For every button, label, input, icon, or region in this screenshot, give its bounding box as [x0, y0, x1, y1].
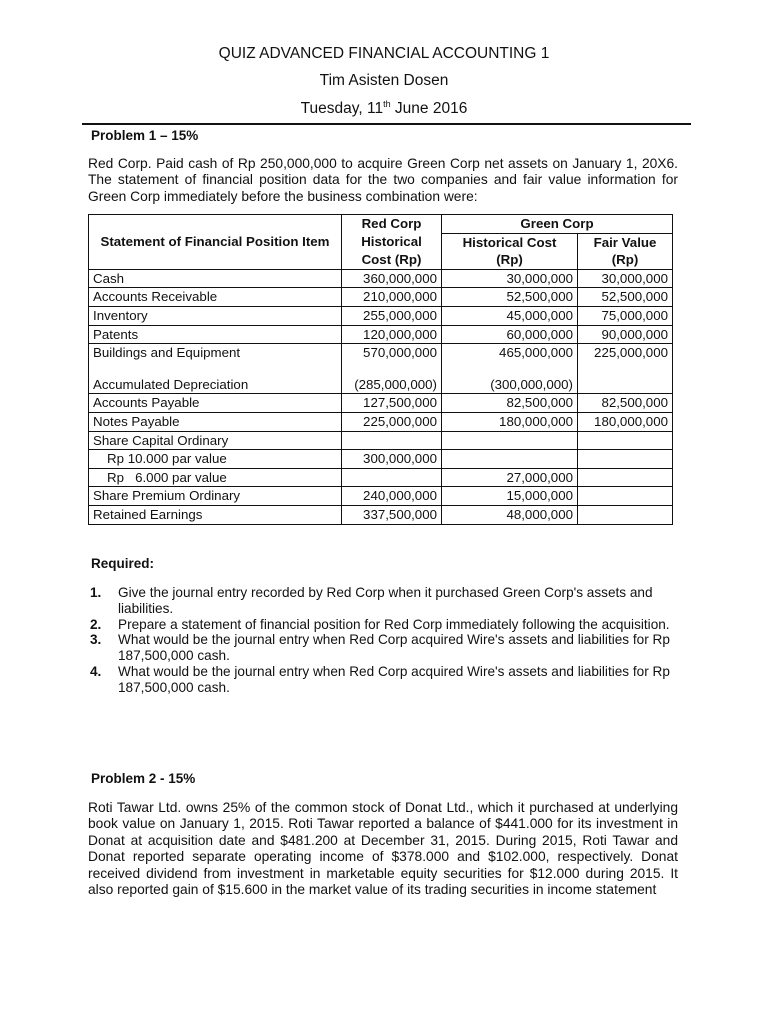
- row-item: Inventory: [89, 306, 342, 325]
- list-item: [90, 617, 678, 633]
- row-fair-value: [578, 376, 673, 394]
- row-fair-value: 52,500,000: [578, 288, 673, 307]
- table-spacer-row: [89, 362, 673, 376]
- row-green-value: 30,000,000: [442, 269, 578, 288]
- row-green-value: 60,000,000: [442, 325, 578, 344]
- row-red-value: 225,000,000: [342, 412, 442, 431]
- row-item: Buildings and Equipment: [89, 344, 342, 362]
- list-item: [90, 664, 678, 696]
- row-item: Accounts Payable: [89, 394, 342, 413]
- row-fair-value: [578, 450, 673, 469]
- table-row: [89, 325, 673, 344]
- list-item: [90, 585, 678, 617]
- row-fair-value: 90,000,000: [578, 325, 673, 344]
- list-item-number: 3.: [90, 632, 102, 648]
- row-green-value: (300,000,000): [442, 376, 578, 394]
- row-red-value: 120,000,000: [342, 325, 442, 344]
- row-item: Share Capital Ordinary: [89, 431, 342, 450]
- row-fair-value: [578, 468, 673, 487]
- list-item: [90, 632, 678, 664]
- row-green-value: 465,000,000: [442, 344, 578, 362]
- problem1-heading: Problem 1 – 15%: [91, 128, 199, 143]
- row-red-value: 300,000,000: [342, 450, 442, 469]
- red-cost-header: Cost (Rp): [342, 251, 442, 269]
- row-red-value: 210,000,000: [342, 288, 442, 307]
- list-item-text: Prepare a statement of financial position for Red Corp immediately following the acquisition.: [118, 616, 670, 632]
- quiz-date: [0, 99, 768, 118]
- row-green-value: 15,000,000: [442, 487, 578, 506]
- table-row: [89, 269, 673, 288]
- row-green-value: 27,000,000: [442, 468, 578, 487]
- table-row: [89, 431, 673, 450]
- row-red-value: (285,000,000): [342, 376, 442, 394]
- quiz-subtitle: Tim Asisten Dosen: [319, 72, 449, 89]
- fair-rp-header: (Rp): [578, 251, 673, 269]
- problem1-intro: Red Corp. Paid cash of Rp 250,000,000 to acquire Green Corp net assets on January 1, 20X6. The statement of financial position data for the two companies and fair value information for Green Corp immediately before the business combination were:: [88, 156, 678, 204]
- row-fair-value: [578, 487, 673, 506]
- row-green-value: 82,500,000: [442, 394, 578, 413]
- row-red-value: 255,000,000: [342, 306, 442, 325]
- row-fair-value: [578, 505, 673, 524]
- row-green-value: [442, 431, 578, 450]
- list-item-text: Give the journal entry recorded by Red Corp when it purchased Green Corp's assets and liabilities.: [118, 585, 653, 616]
- table-row: [89, 288, 673, 307]
- list-item-number: 1.: [90, 585, 102, 600]
- row-green-value: 180,000,000: [442, 412, 578, 431]
- row-fair-value: 180,000,000: [578, 412, 673, 431]
- table-row: [89, 394, 673, 413]
- list-item-number: 2.: [90, 616, 102, 632]
- fair-value-header: Fair Value: [578, 233, 673, 251]
- required-list: [90, 585, 678, 696]
- row-item: Rp 10.000 par value: [89, 450, 342, 469]
- green-rp-header: (Rp): [442, 251, 578, 269]
- table-row: [89, 344, 673, 362]
- date-suffix: June 2016: [390, 100, 468, 118]
- row-green-value: 52,500,000: [442, 288, 578, 307]
- row-item: Notes Payable: [89, 412, 342, 431]
- row-red-value: 127,500,000: [342, 394, 442, 413]
- row-item: Rp 6.000 par value: [89, 468, 342, 487]
- row-red-value: 570,000,000: [342, 344, 442, 362]
- table-row: [89, 468, 673, 487]
- table-row: [89, 450, 673, 469]
- date-prefix: Tuesday, 11: [300, 100, 384, 118]
- row-red-value: 360,000,000: [342, 269, 442, 288]
- red-historical-header: Historical: [342, 233, 442, 251]
- row-item: Accounts Receivable: [89, 288, 342, 307]
- table-row: [89, 306, 673, 325]
- table-row: [89, 412, 673, 431]
- row-item: Accumulated Depreciation: [89, 376, 342, 394]
- red-corp-header: Red Corp: [342, 215, 442, 234]
- quiz-title: QUIZ ADVANCED FINANCIAL ACCOUNTING 1: [218, 45, 550, 62]
- problem2-text: Roti Tawar Ltd. owns 25% of the common stock of Donat Ltd., which it purchased at underlying book value on January 1, 2015. Roti Tawar reported a balance of $441.000 for its investment in Donat at acquisition date and $481.200 at December 31, 2015. During 2015, Roti Tawar and Donat reported separate operating income of $378.000 and $102.000, respectively. Donat received dividend from investment in marketable equity securities for $12.000 during 2015. It also reported gain of $15.600 in the market value of its trading securities in income statement: [88, 800, 678, 898]
- header-divider: [82, 123, 691, 125]
- list-item-text: What would be the journal entry when Red Corp acquired Wire's assets and liabilities for Rp 187,500,000 cash.: [118, 663, 670, 695]
- row-fair-value: [578, 431, 673, 450]
- item-column-header: Statement of Financial Position Item: [89, 215, 342, 270]
- row-item: Share Premium Ordinary: [89, 487, 342, 506]
- row-fair-value: 225,000,000: [578, 344, 673, 362]
- table-row: [89, 376, 673, 394]
- row-item: Patents: [89, 325, 342, 344]
- financial-position-table: [88, 214, 673, 525]
- table-row: [89, 487, 673, 506]
- row-fair-value: 82,500,000: [578, 394, 673, 413]
- problem2-heading: Problem 2 - 15%: [91, 771, 196, 786]
- table-header-row: [89, 215, 673, 234]
- row-red-value: 240,000,000: [342, 487, 442, 506]
- row-fair-value: 30,000,000: [578, 269, 673, 288]
- green-historical-header: Historical Cost: [442, 233, 578, 251]
- row-green-value: 45,000,000: [442, 306, 578, 325]
- row-red-value: [342, 468, 442, 487]
- row-item: Retained Earnings: [89, 505, 342, 524]
- row-red-value: 337,500,000: [342, 505, 442, 524]
- row-fair-value: 75,000,000: [578, 306, 673, 325]
- row-red-value: [342, 431, 442, 450]
- list-item-text: What would be the journal entry when Red Corp acquired Wire's assets and liabilities for Rp 187,500,000 cash.: [118, 632, 670, 664]
- date-superscript: th: [383, 99, 391, 109]
- required-heading: Required:: [91, 556, 155, 571]
- list-item-number: 4.: [90, 663, 102, 679]
- green-corp-header: Green Corp: [442, 215, 673, 234]
- row-green-value: [442, 450, 578, 469]
- row-green-value: 48,000,000: [442, 505, 578, 524]
- row-item: Cash: [89, 269, 342, 288]
- table-row: [89, 505, 673, 524]
